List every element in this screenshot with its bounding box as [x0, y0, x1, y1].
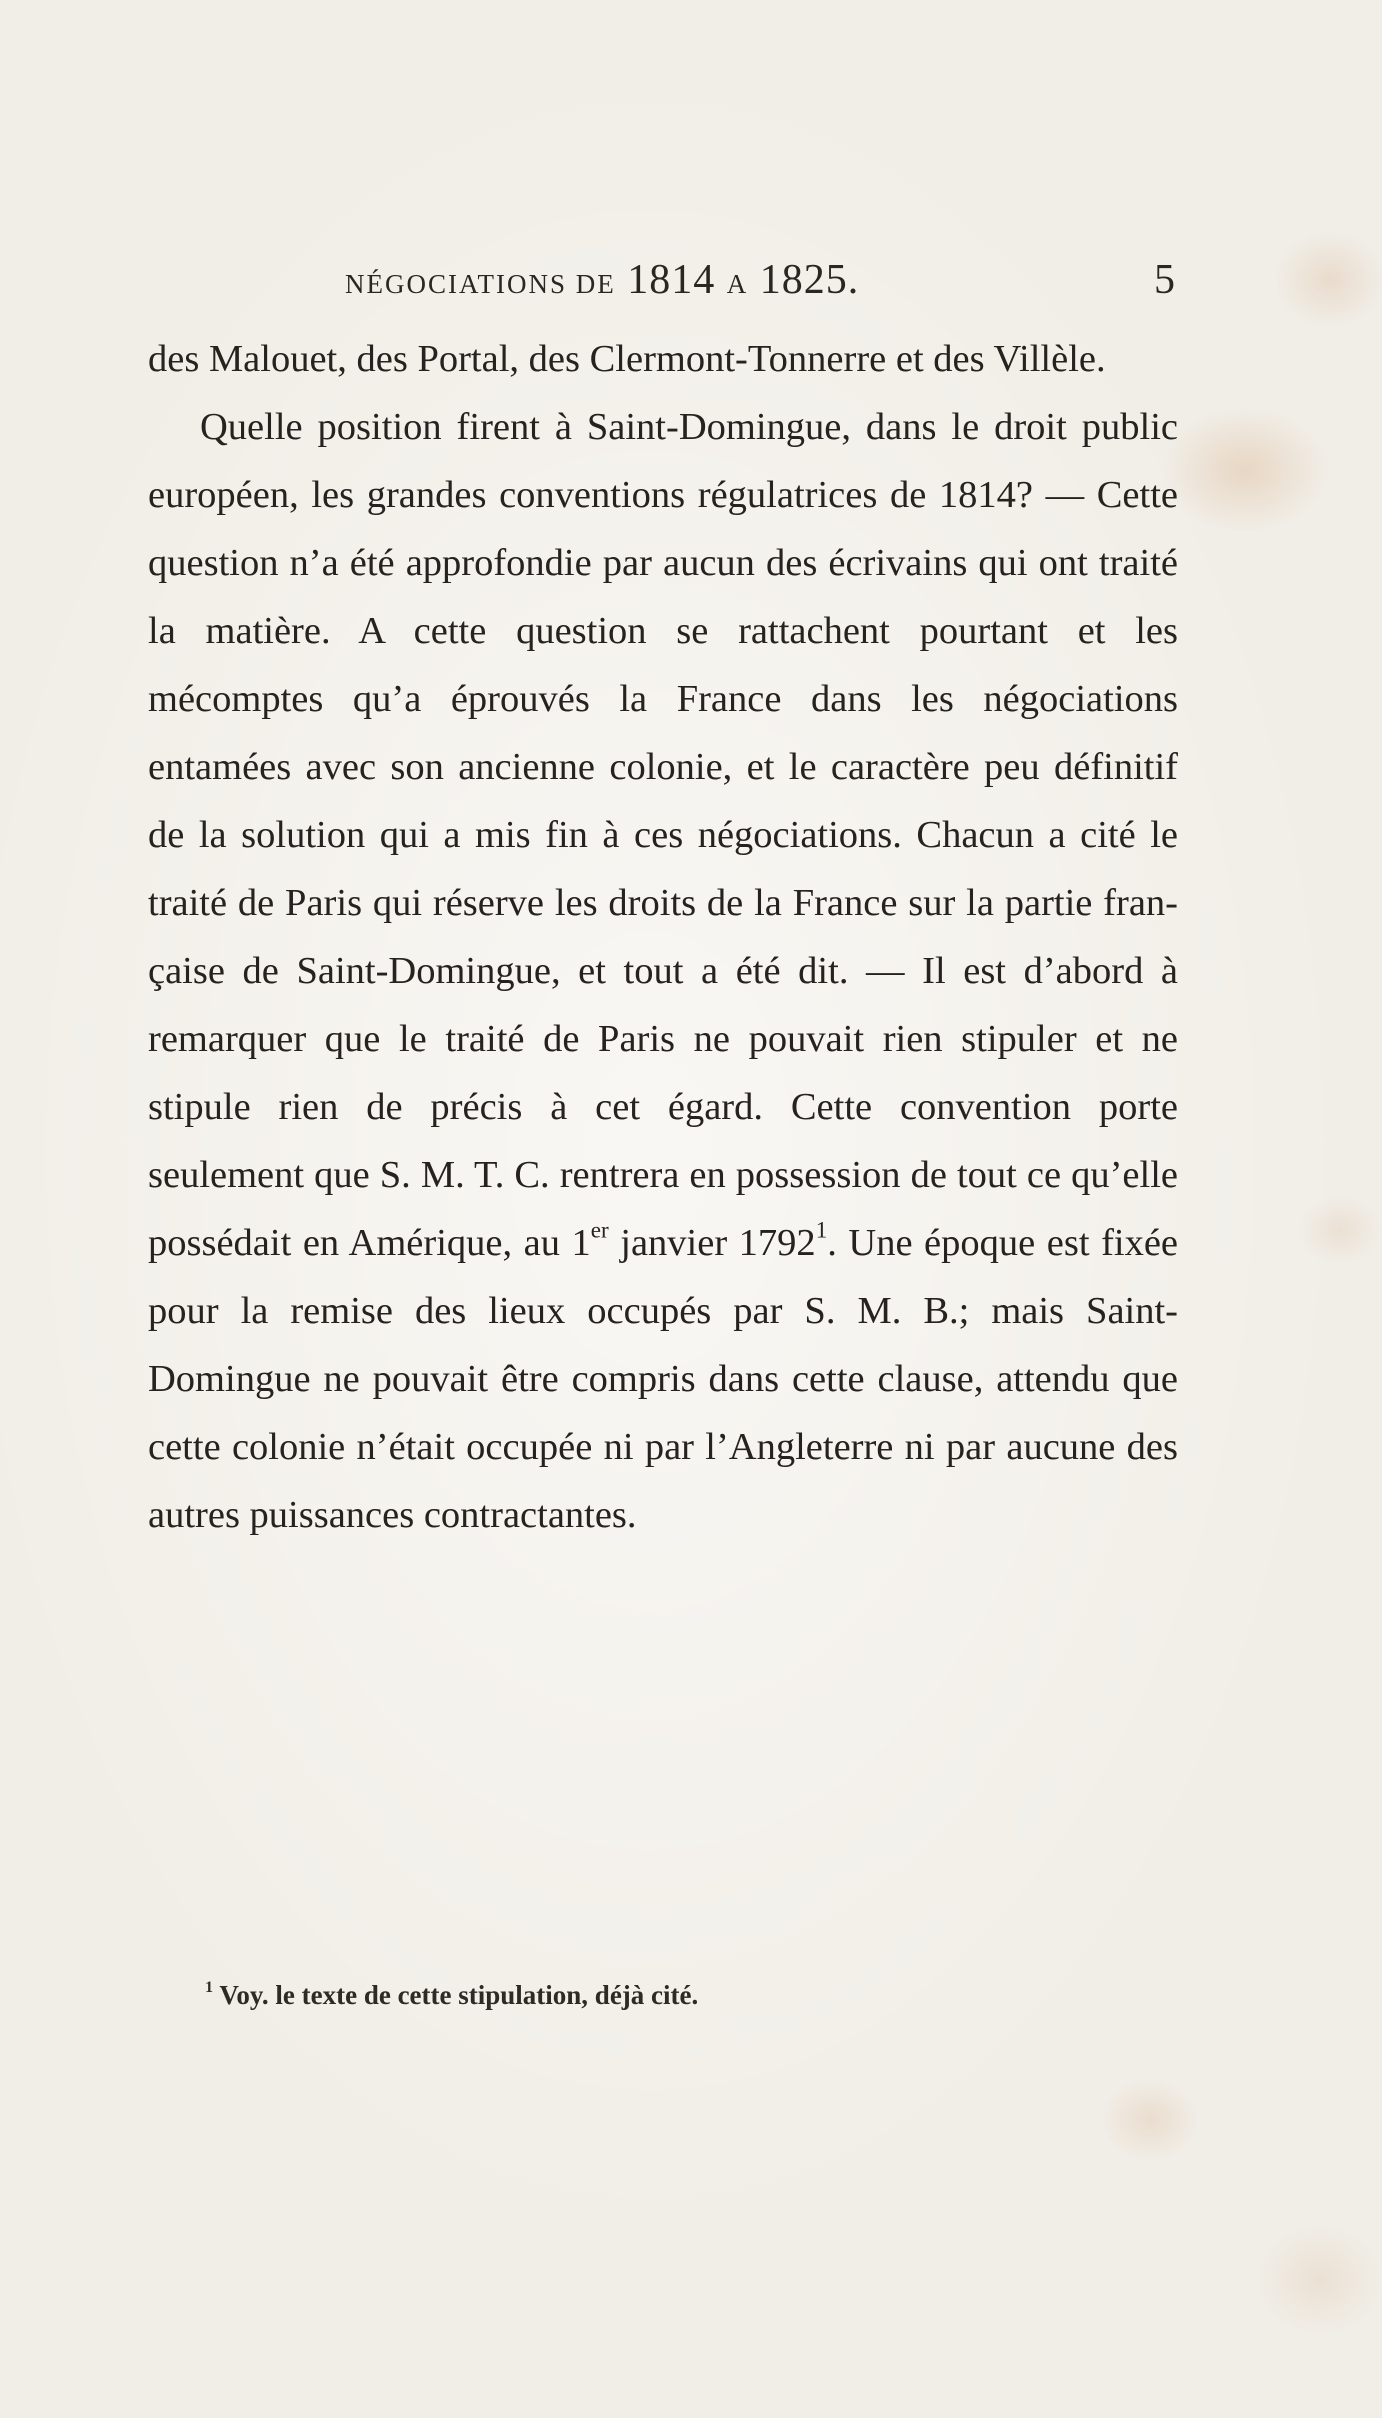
footnote: [205, 1978, 1105, 2012]
body-text: [148, 325, 1178, 1549]
paragraph-2-text-c: . Une époque est fixée pour la remise des lieux occupés par S. M. B.; mais Saint-Domingue ne pouvait être compris dans cette clause, attendu que cette colonie n’était occupée ni par l’Angleterre ni par aucune des autres puissances contractantes.: [148, 1222, 1179, 1536]
title-prefix: NÉGOCIATIONS DE: [345, 269, 616, 299]
year-start: 1814: [627, 257, 716, 303]
paragraph-2-text-b: janvier 1792: [608, 1222, 816, 1264]
title-a: A: [726, 269, 749, 299]
paragraph-1-text: des Malouet, des Portal, des Clermont-Tonnerre et des Villèle.: [148, 338, 1106, 380]
footnote-reference[interactable]: 1: [815, 1216, 828, 1243]
paragraph-2-text-a: Quelle position firent à Saint-Domingue, dans le droit public européen, les grandes conventions régulatrices de 1814? — Cette question n’a été approfondie par aucun des écrivains qui ont traité la matière. A cette question se rattachent pourtant et les mécomptes qu’a éprouvés la France dans les négociations entamées avec son ancienne colonie, et le caractère peu définitif de la solution qui a mis fin à ces négociations. Chacun a cité le traité de Paris qui réserve les droits de la France sur la partie française de Saint-Domingue, et tout a été dit. — Il est d’abord à remarquer que le traité de Paris ne pouvait rien stipuler et ne stipule rien de précis à cet égard. Cette convention porte seulement que S. M. T. C. rentrera en possession de tout ce qu’elle possédait en Amérique, au 1: [148, 406, 1178, 1264]
year-end: 1825.: [759, 257, 860, 303]
page-number: 5: [1154, 257, 1175, 303]
ordinal-superscript: er: [590, 1216, 609, 1243]
paragraph-1: [148, 325, 1178, 393]
running-title: [345, 258, 859, 306]
footnote-mark: 1: [205, 1977, 214, 1996]
paragraph-2: [148, 393, 1178, 1549]
running-header: [345, 258, 1175, 302]
footnote-text: Voy. le texte de cette stipulation, déjà cité.: [219, 1980, 699, 2010]
